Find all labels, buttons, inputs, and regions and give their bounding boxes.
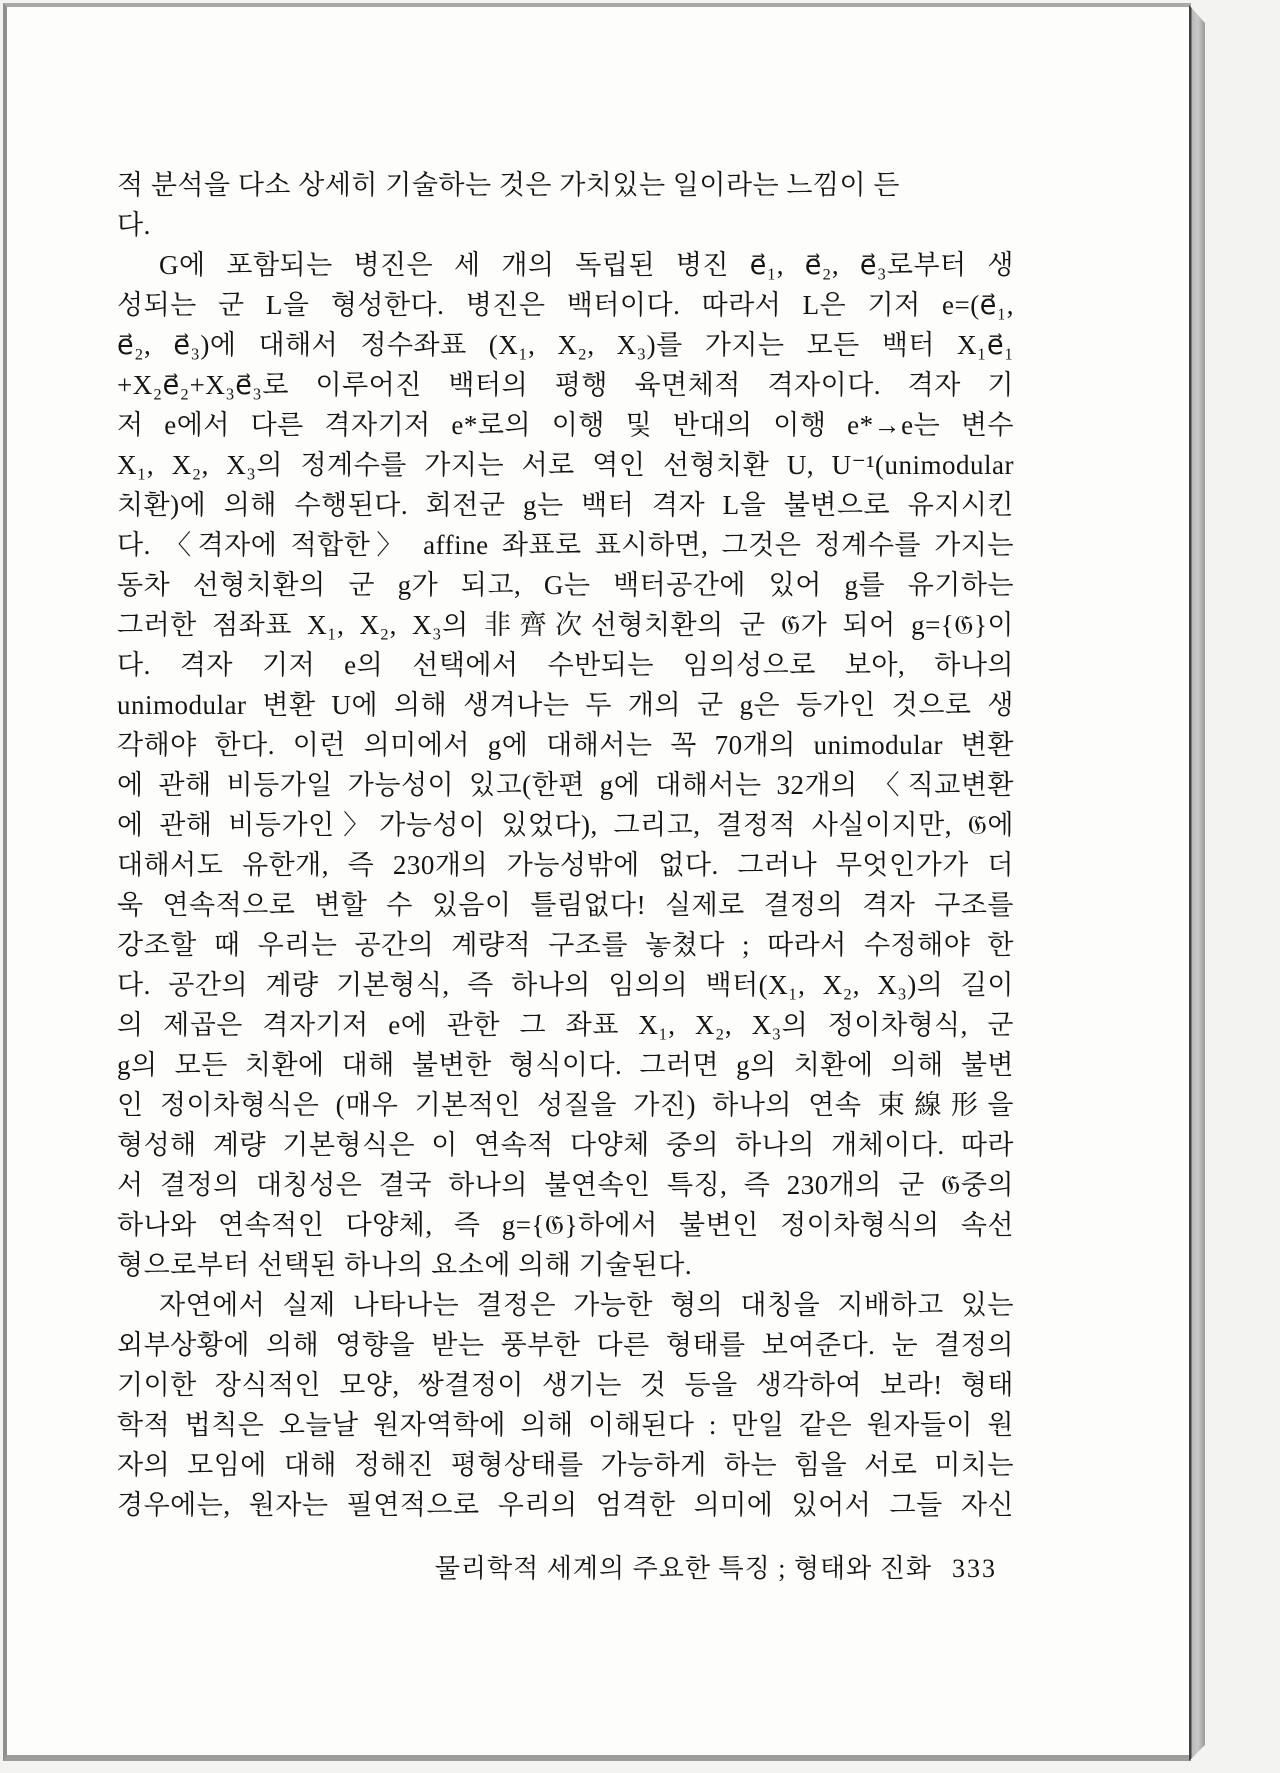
text-line: e⃗₂, e⃗₃)에 대해서 정수좌표 (X₁, X₂, X₃)를 가지는 모든 백터 X₁e⃗₁ [117,330,1014,360]
text-line: +X₂e⃗₂+X₃e⃗₃로 이루어진 백터의 평행 육면체적 격자이다. 격자 기 [117,370,1014,400]
text-line: 그러한 점좌표 X₁, X₂, X₃의 非齊次선형치환의 군 𝔊가 되어 g={𝔊}이 [117,610,1014,640]
text-line: 다. 격자 기저 e의 선택에서 수반되는 임의성으로 보아, 하나의 [117,650,1014,680]
text-line: 기이한 장식적인 모양, 쌍결정이 생기는 것 등을 생각하여 보라! 형태 [117,1370,1014,1400]
text-line: 자의 모임에 대해 정해진 평형상태를 가능하게 하는 힘을 서로 미치는 [117,1450,1014,1480]
text-line: 하나와 연속적인 다양체, 즉 g={𝔊}하에서 불변인 정이차형식의 속선 [117,1210,1014,1240]
text-line: unimodular 변환 U에 의해 생겨나는 두 개의 군 g은 등가인 것으로 생 [117,690,1014,720]
text-line: 형성해 계량 기본형식은 이 연속적 다양체 중의 하나의 개체이다. 따라 [117,1130,1014,1160]
text-line: 대해서도 유한개, 즉 230개의 가능성밖에 없다. 그러나 무엇인가가 더 [117,850,1014,880]
text-line: 다. 공간의 계량 기본형식, 즉 하나의 임의의 백터(X₁, X₂, X₃)의 길이 [117,970,1014,1000]
text-line: 자연에서 실제 나타나는 결정은 가능한 형의 대칭을 지배하고 있는 [159,1290,1014,1320]
text-line: 강조할 때 우리는 공간의 계량적 구조를 놓쳤다 ; 따라서 수정해야 한 [117,930,1014,960]
text-line: 치환)에 의해 수행된다. 회전군 g는 백터 격자 L을 불변으로 유지시킨 [117,490,1014,520]
text-line: 적 분석을 다소 상세히 기술하는 것은 가치있는 일이라는 느낌이 든 [117,170,900,200]
text-line: G에 포함되는 병진은 세 개의 독립된 병진 e⃗₁, e⃗₂, e⃗₃로부터 생 [159,250,1014,280]
text-line: 성되는 군 L을 형성한다. 병진은 백터이다. 따라서 L은 기저 e=(e⃗₁, [117,290,1014,320]
text-line: 경우에는, 원자는 필연적으로 우리의 엄격한 의미에 있어서 그들 자신 [117,1490,1014,1520]
text-line: g의 모든 치환에 대해 불변한 형식이다. 그러면 g의 치환에 의해 불변 [117,1050,1014,1080]
page-footer [117,1549,997,1589]
text-line: 형으로부터 선택된 하나의 요소에 의해 기술된다. [117,1250,693,1280]
page-text [117,165,1014,1525]
text-line: 에 관해 비등가인〉가능성이 있었다), 그리고, 결정적 사실이지만, 𝔊에 [117,810,1014,840]
text-line: 저 e에서 다른 격자기저 e*로의 이행 및 반대의 이행 e*→e는 변수 [117,410,1014,440]
text-line: 욱 연속적으로 변할 수 있음이 틀림없다! 실제로 결정의 격자 구조를 [117,890,1014,920]
page-number: 333 [952,1554,997,1583]
text-line: X₁, X₂, X₃의 정계수를 가지는 서로 역인 선형치환 U, U⁻¹(unimodular [117,450,1014,480]
text-line: 다. [117,210,151,240]
text-line: 동차 선형치환의 군 g가 되고, G는 백터공간에 있어 g를 유기하는 [117,570,1014,600]
text-line: 다. 〈격자에 적합한〉 affine 좌표로 표시하면, 그것은 정계수를 가지는 [117,530,1014,560]
text-line: 외부상황에 의해 영향을 받는 풍부한 다른 형태를 보여준다. 눈 결정의 [117,1330,1014,1360]
book-page [3,3,1191,1761]
page-thickness-edge [1189,5,1205,1761]
running-title: 물리학적 세계의 주요한 특징 ; 형태와 진화 [434,1554,932,1583]
text-line: 서 결정의 대칭성은 결국 하나의 불연속인 특징, 즉 230개의 군 𝔊중의 [117,1170,1014,1200]
text-line: 인 정이차형식은 (매우 기본적인 성질을 가진) 하나의 연속 束線形을 [117,1090,1014,1120]
text-line: 에 관해 비등가일 가능성이 있고(한편 g에 대해서는 32개의 〈직교변환 [117,770,1014,800]
text-line: 학적 법칙은 오늘날 원자역학에 의해 이해된다 : 만일 같은 원자들이 원 [117,1410,1014,1440]
text-line: 각해야 한다. 이런 의미에서 g에 대해서는 꼭 70개의 unimodular 변환 [117,730,1014,760]
text-line: 의 제곱은 격자기저 e에 관한 그 좌표 X₁, X₂, X₃의 정이차형식, 군 [117,1010,1014,1040]
